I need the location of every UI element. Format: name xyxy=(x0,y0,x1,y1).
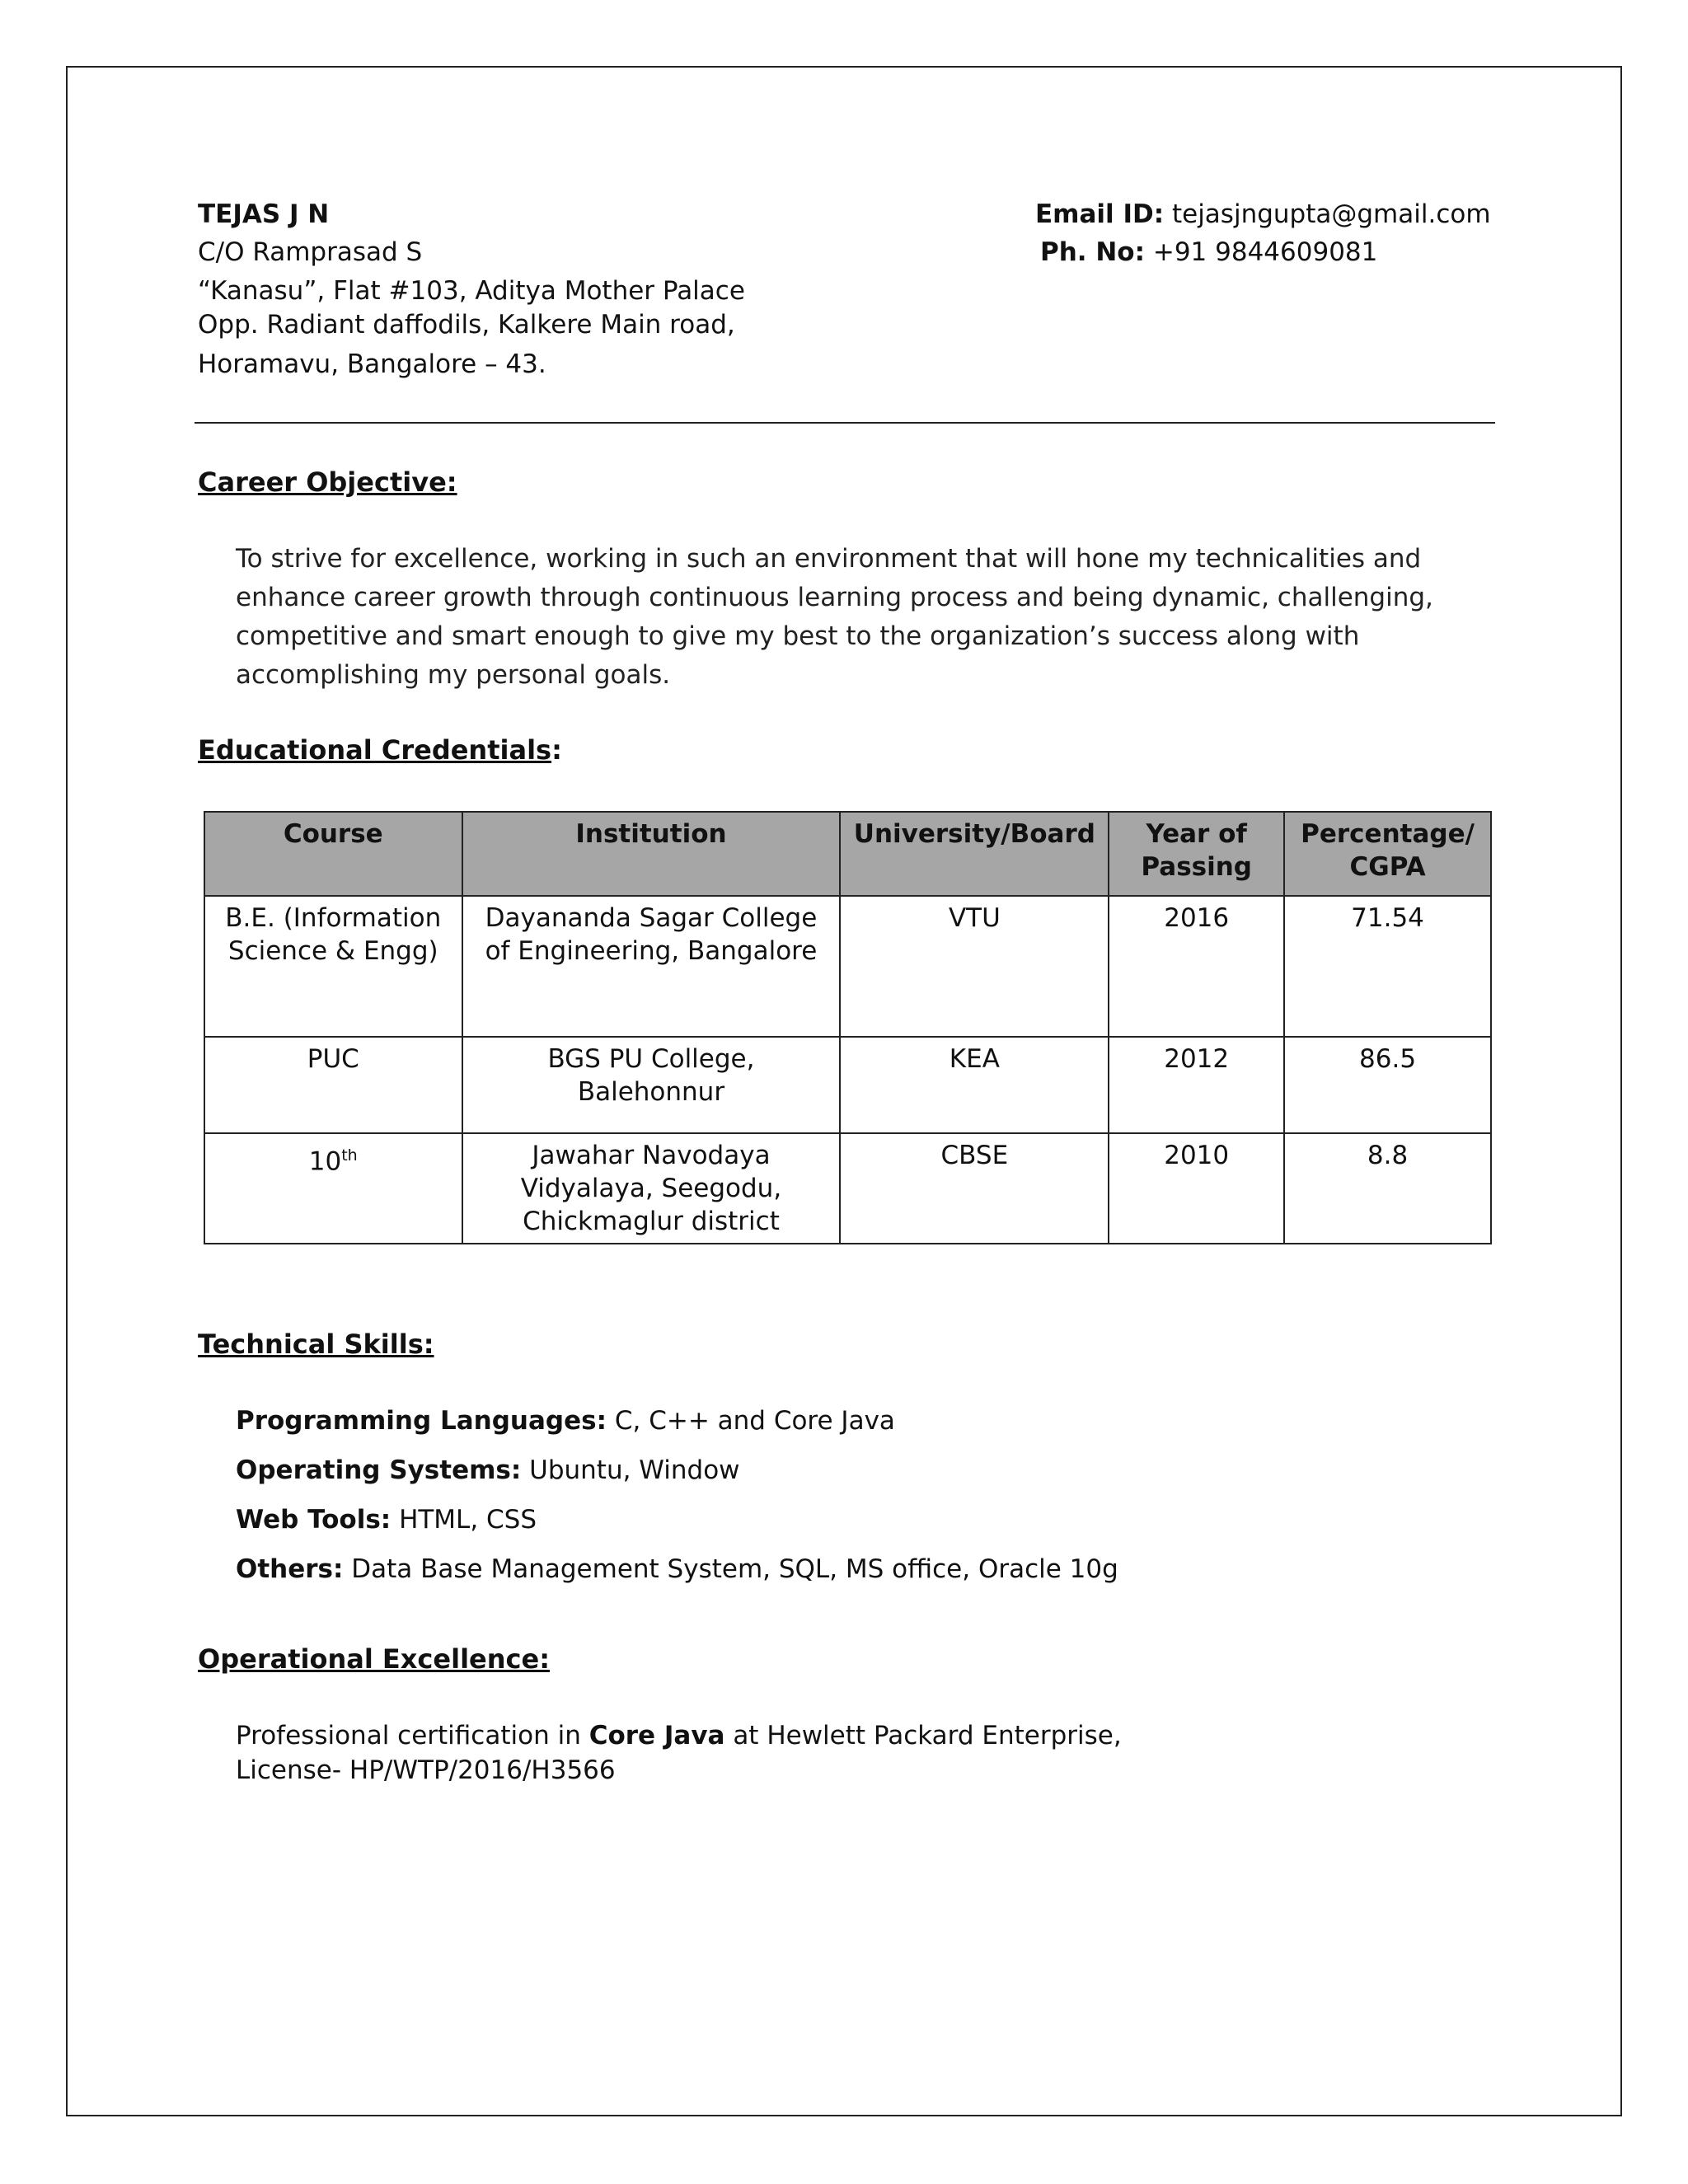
table-row xyxy=(204,1037,1491,1133)
skill-value: Ubuntu, Window xyxy=(529,1455,740,1485)
email-value: tejasjngupta@gmail.com xyxy=(1171,199,1491,229)
address-line-3: Opp. Radiant daffodils, Kalkere Main road, xyxy=(198,310,735,340)
cell-board: VTU xyxy=(840,896,1109,1037)
address-line-4: Horamavu, Bangalore – 43. xyxy=(198,349,546,379)
skill-label: Others: xyxy=(236,1554,344,1584)
email-line xyxy=(1035,198,1491,231)
table-row xyxy=(204,1133,1491,1244)
cell-course: PUC xyxy=(204,1037,462,1133)
col-header-course: Course xyxy=(204,812,462,896)
col-header-score: Percentage/ CGPA xyxy=(1284,812,1491,896)
candidate-name: TEJAS J N xyxy=(198,199,330,229)
address-line-1: C/O Ramprasad S xyxy=(198,237,423,267)
license-line: License- HP/WTP/2016/H3566 xyxy=(236,1755,616,1785)
skill-os xyxy=(236,1455,740,1485)
cell-year: 2012 xyxy=(1109,1037,1284,1133)
skill-programming xyxy=(236,1406,895,1436)
cell-score: 86.5 xyxy=(1284,1037,1491,1133)
cell-institution: BGS PU College, Balehonnur xyxy=(462,1037,841,1133)
skill-label: Programming Languages: xyxy=(236,1406,607,1436)
col-header-institution: Institution xyxy=(462,812,841,896)
table-header-row xyxy=(204,812,1491,896)
education-heading-wrap xyxy=(198,734,562,766)
col-header-year: Year of Passing xyxy=(1109,812,1284,896)
career-objective-heading: Career Objective: xyxy=(198,466,457,498)
operational-excellence-heading: Operational Excellence: xyxy=(198,1643,550,1675)
education-heading: Educational Credentials xyxy=(198,734,552,766)
phone-label: Ph. No: xyxy=(1040,237,1145,267)
cell-board: KEA xyxy=(840,1037,1109,1133)
cell-year: 2010 xyxy=(1109,1133,1284,1244)
cell-institution: Jawahar Navodaya Vidyalaya, Seegodu, Chickmaglur district xyxy=(462,1133,841,1244)
skill-value: Data Base Management System, SQL, MS office, Oracle 10g xyxy=(351,1554,1118,1584)
col-header-board: University/Board xyxy=(840,812,1109,896)
certification-line xyxy=(236,1721,1122,1750)
skill-value: HTML, CSS xyxy=(399,1505,537,1535)
certification-prefix: Professional certification in xyxy=(236,1721,581,1750)
skill-others xyxy=(236,1554,1118,1584)
certification-subject: Core Java xyxy=(588,1721,725,1750)
header-divider xyxy=(195,422,1495,424)
cell-score: 8.8 xyxy=(1284,1133,1491,1244)
cell-course-sup: th xyxy=(341,1146,358,1165)
technical-skills-heading: Technical Skills: xyxy=(198,1329,434,1360)
table-row xyxy=(204,896,1491,1037)
certification-suffix: at Hewlett Packard Enterprise, xyxy=(733,1721,1122,1750)
cell-board: CBSE xyxy=(840,1133,1109,1244)
address-line-2: “Kanasu”, Flat #103, Aditya Mother Palace xyxy=(198,276,745,306)
education-heading-colon: : xyxy=(551,734,562,766)
skill-label: Operating Systems: xyxy=(236,1455,522,1485)
phone-line xyxy=(1040,236,1377,269)
career-objective-text: To strive for excellence, working in such an environment that will hone my technicalities and enhance career growth through continuous learning process and being dynamic, challenging, competitive and smart enough to give my best to the organization’s success along with accomplishing my personal goals. xyxy=(236,544,1433,690)
cell-institution: Dayananda Sagar College of Engineering, Bangalore xyxy=(462,896,841,1037)
cell-score: 71.54 xyxy=(1284,896,1491,1037)
skill-value: C, C++ and Core Java xyxy=(614,1406,895,1436)
cell-year: 2016 xyxy=(1109,896,1284,1037)
cell-course xyxy=(204,1133,462,1244)
education-table xyxy=(204,811,1492,1244)
skill-label: Web Tools: xyxy=(236,1505,392,1535)
cell-course: B.E. (Information Science & Engg) xyxy=(204,896,462,1037)
phone-value: +91 9844609081 xyxy=(1152,237,1378,267)
email-label: Email ID: xyxy=(1035,199,1165,229)
skill-web-tools xyxy=(236,1505,537,1535)
cell-course-text: 10 xyxy=(308,1146,342,1177)
